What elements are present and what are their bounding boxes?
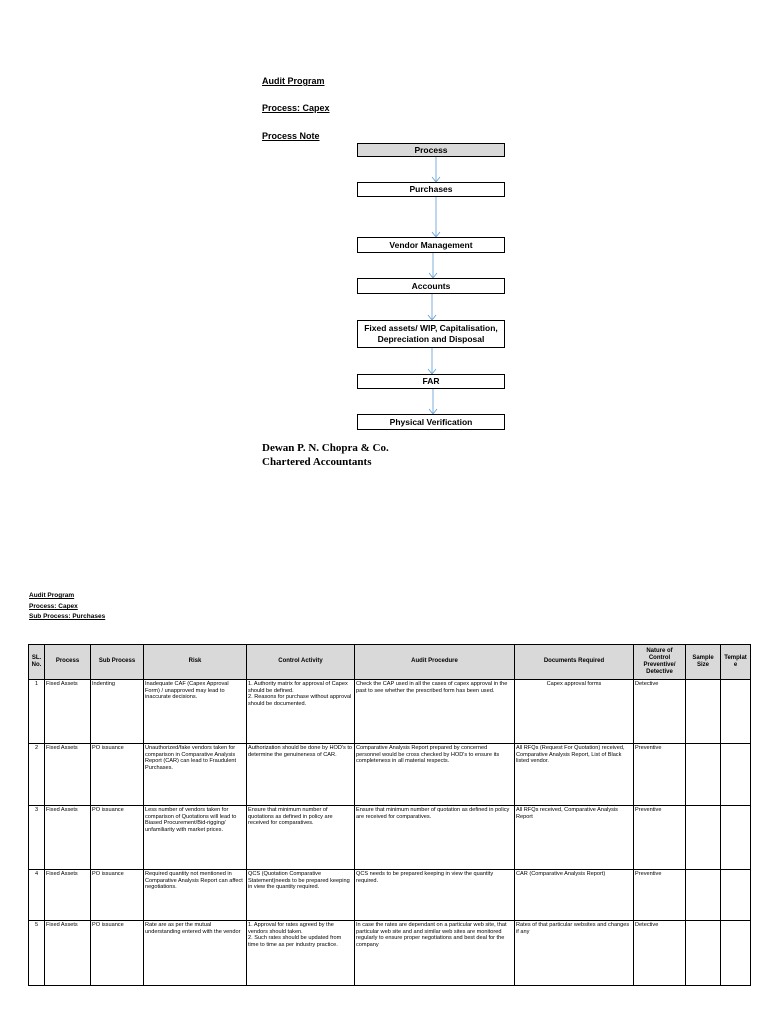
cell-risk: Rate are as per the mutual understanding entered with the vendor <box>144 921 247 986</box>
table-row <box>29 870 751 921</box>
flow-step-accounts: Accounts <box>357 278 505 294</box>
cell-audit-procedure: Check the CAP used in all the cases of capex approval in the past to see whether the prescribed form has been used. <box>355 680 515 744</box>
table-row <box>29 744 751 806</box>
cell-sub-process: PO issuance <box>91 744 144 806</box>
header-documents-required: Documents Required <box>515 645 634 680</box>
header-sample-size: Sample Size <box>686 645 721 680</box>
cell-sample-size <box>686 870 721 921</box>
flow-step-process: Process <box>357 143 505 157</box>
cell-sample-size <box>686 921 721 986</box>
cell-documents: All RFQs (Request For Quotation) received, Comparative Analysis Report, List of Black listed vendor. <box>515 744 634 806</box>
cell-documents: All RFQs received, Comparative Analysis Report <box>515 806 634 870</box>
cell-sub-process: PO issuance <box>91 921 144 986</box>
cell-audit-procedure: Ensure that minimum number of quotation as defined in policy are received for comparatives. <box>355 806 515 870</box>
cell-sub-process: PO issuance <box>91 806 144 870</box>
cell-process: Fixed Assets <box>45 870 91 921</box>
cell-sl: 5 <box>29 921 45 986</box>
cell-process: Fixed Assets <box>45 680 91 744</box>
page2-sub-process: Sub Process: Purchases <box>29 613 106 620</box>
cell-documents: Capex approval forms <box>515 680 634 744</box>
flow-step-far: FAR <box>357 374 505 389</box>
header-sub-process: Sub Process <box>91 645 144 680</box>
page1-process-note: Process Note <box>262 131 320 141</box>
cell-risk: Unauthorized/fake vendors taken for comparison in Comparative Analysis Report (CAR) can lead to Fraudulent Purchases. <box>144 744 247 806</box>
header-audit-procedure: Audit Procedure <box>355 645 515 680</box>
flow-step-physical-verification: Physical Verification <box>357 414 505 430</box>
cell-sl: 4 <box>29 870 45 921</box>
table-row <box>29 921 751 986</box>
table-header-row <box>29 645 751 680</box>
flow-step-purchases: Purchases <box>357 182 505 197</box>
page2-process: Process: Capex <box>29 603 78 610</box>
cell-process: Fixed Assets <box>45 921 91 986</box>
cell-nature: Detective <box>634 680 686 744</box>
header-process: Process <box>45 645 91 680</box>
page1-process: Process: Capex <box>262 103 330 113</box>
firm-name: Dewan P. N. Chopra & Co. <box>262 442 389 454</box>
flow-step-vendor-management: Vendor Management <box>357 237 505 253</box>
cell-nature: Preventive <box>634 744 686 806</box>
header-nature-of-control: Nature of Control Preventive/ Detective <box>634 645 686 680</box>
cell-control-activity: QCS (Quotation Comparative Statement)needs to be prepared keeping in view the quantity required. <box>247 870 355 921</box>
cell-nature: Preventive <box>634 806 686 870</box>
cell-template <box>721 806 751 870</box>
cell-documents: CAR (Comparative Analysis Report) <box>515 870 634 921</box>
cell-control-activity: 1. Authority matrix for approval of Capex should be defined. 2. Reasons for purchase without approval should be documented. <box>247 680 355 744</box>
cell-audit-procedure: Comparative Analysis Report prepared by concerned personnel would be cross checked by HOD's to ensure its completeness in all material respects. <box>355 744 515 806</box>
cell-documents: Rates of that particular websites and changes if any <box>515 921 634 986</box>
cell-sample-size <box>686 680 721 744</box>
firm-subtitle: Chartered Accountants <box>262 456 372 468</box>
header-risk: Risk <box>144 645 247 680</box>
cell-control-activity: 1. Approval for rates agreed by the vendors should taken. 2. Such rates should be updated from time to time as per industry practice. <box>247 921 355 986</box>
cell-process: Fixed Assets <box>45 744 91 806</box>
cell-template <box>721 680 751 744</box>
cell-sub-process: Indenting <box>91 680 144 744</box>
cell-risk: Less number of vendors taken for comparison of Quotations will lead to Biased Procurement/Bid-rigging/ unfamiliarity with market prices. <box>144 806 247 870</box>
cell-audit-procedure: QCS needs to be prepared keeping in view the quantity required. <box>355 870 515 921</box>
cell-risk: Inadequate CAF (Capex Approval Form) / unapproved may lead to inaccurate decisions. <box>144 680 247 744</box>
header-template: Templat e <box>721 645 751 680</box>
cell-template <box>721 870 751 921</box>
cell-audit-procedure: In case the rates are dependant on a particular web site, that particular web site and and similar web sites are monitored regularly to ensure proper negotiations and best deal for the company <box>355 921 515 986</box>
cell-sl: 2 <box>29 744 45 806</box>
cell-nature: Detective <box>634 921 686 986</box>
cell-sub-process: PO issuance <box>91 870 144 921</box>
cell-template <box>721 744 751 806</box>
cell-template <box>721 921 751 986</box>
flow-step-fixed-assets: Fixed assets/ WIP, Capitalisation, Depreciation and Disposal <box>357 320 505 348</box>
table-row <box>29 680 751 744</box>
page2-title: Audit Program <box>29 592 75 599</box>
header-sl-no: SL. No. <box>29 645 45 680</box>
page1-title: Audit Program <box>262 76 325 86</box>
cell-control-activity: Ensure that minimum number of quotations as defined in policy are received for comparatives. <box>247 806 355 870</box>
header-control-activity: Control Activity <box>247 645 355 680</box>
cell-sample-size <box>686 744 721 806</box>
cell-control-activity: Authorization should be done by HOD's to determine the genuineness of CAR. <box>247 744 355 806</box>
table-row <box>29 806 751 870</box>
audit-table <box>28 644 751 986</box>
cell-process: Fixed Assets <box>45 806 91 870</box>
cell-sample-size <box>686 806 721 870</box>
cell-sl: 1 <box>29 680 45 744</box>
cell-risk: Required quantity not mentioned in Comparative Analysis Report can affect negotiations. <box>144 870 247 921</box>
cell-sl: 3 <box>29 806 45 870</box>
cell-nature: Preventive <box>634 870 686 921</box>
